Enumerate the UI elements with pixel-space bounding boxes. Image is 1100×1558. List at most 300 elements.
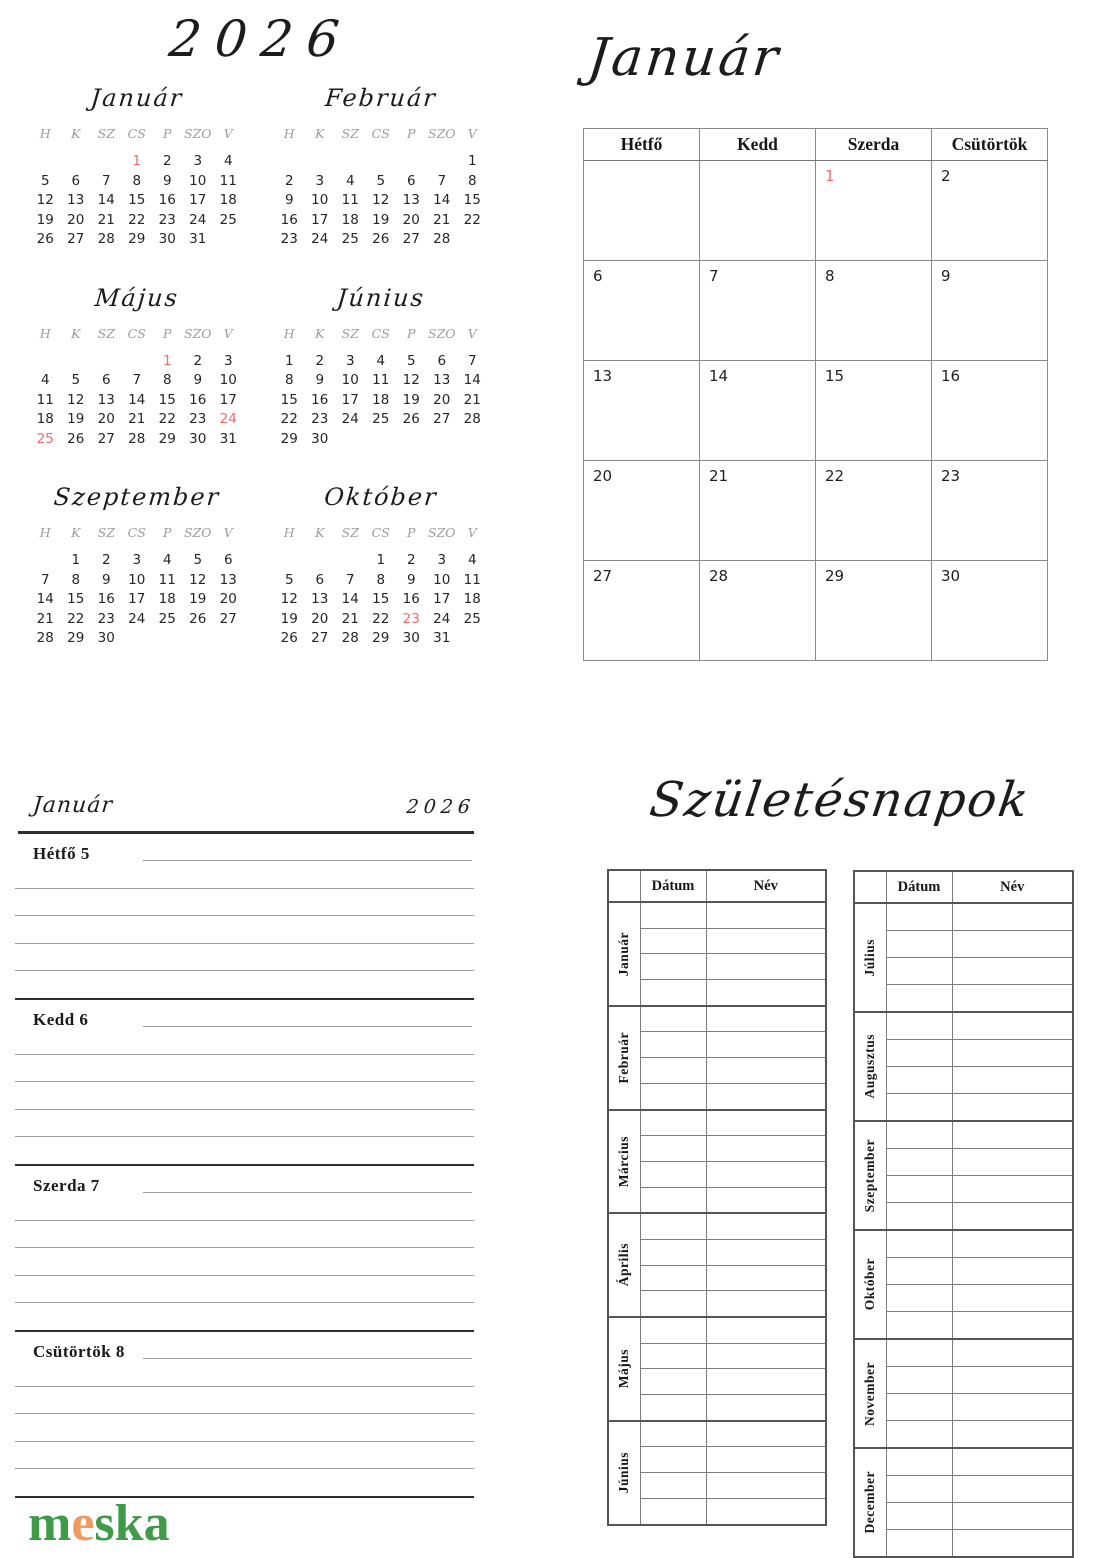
mini-day-cell: 24: [189, 211, 207, 228]
month-day-cell: [584, 161, 700, 261]
mini-day-cell: 4: [40, 372, 50, 388]
mini-day-cell: 16: [280, 211, 298, 228]
mini-day-cell: 12: [280, 591, 298, 607]
month-day-cell: 20: [584, 461, 700, 561]
week-writing-line: [15, 888, 474, 889]
bday-month-cell: [854, 1230, 886, 1339]
bday-name-cell: [952, 958, 1073, 985]
mini-day-cell: 15: [158, 391, 176, 408]
mini-day-cell: 27: [67, 231, 85, 247]
bday-row: [854, 1094, 1073, 1122]
mini-month: [30, 284, 244, 450]
mini-day-cell: 31: [433, 630, 451, 646]
mini-day-cell: 9: [162, 172, 172, 189]
mini-weekday-header: SZO: [184, 525, 212, 540]
mini-day-cell: 19: [402, 391, 420, 408]
bday-date-header: Dátum: [886, 871, 952, 903]
month-table-header: [584, 129, 1048, 161]
mini-day-cell: 22: [280, 411, 298, 427]
mini-day-cell: 16: [97, 591, 115, 607]
month-day-cell: 16: [932, 361, 1048, 461]
mini-day-cell: 21: [433, 211, 451, 228]
mini-empty-cell: [91, 152, 122, 172]
bday-date-cell: [640, 1032, 706, 1058]
mini-weekday-header: V: [467, 325, 477, 341]
mini-day-cell: 21: [97, 211, 115, 228]
mini-empty-cell: [61, 352, 92, 372]
month-day-cell: 30: [932, 561, 1048, 661]
bday-name-header: Név: [706, 870, 826, 902]
mini-day-cell: 14: [128, 391, 146, 408]
bday-name-cell: [706, 1473, 826, 1499]
month-header-row: [584, 129, 1048, 161]
bday-date-cell: [886, 1530, 952, 1558]
mini-month-grid: [30, 523, 244, 649]
bday-name-cell: [706, 1006, 826, 1032]
bday-name-cell: [706, 1213, 826, 1239]
mini-empty-cell: [30, 152, 61, 172]
week-writing-line: [15, 1302, 474, 1303]
mini-weekday-header: CS: [127, 126, 146, 141]
mini-day-cell: 17: [219, 391, 237, 408]
month-day-cell: 1: [816, 161, 932, 261]
mini-day-cell: 26: [36, 231, 54, 247]
bday-date-cell: [640, 1291, 706, 1317]
bday-date-cell: [640, 1058, 706, 1084]
bday-name-cell: [706, 1032, 826, 1058]
bday-month-label: Október: [862, 1258, 878, 1311]
mini-day-cell: 24: [128, 610, 146, 627]
mini-weekday-header: P: [163, 525, 172, 540]
bday-row: [854, 1012, 1073, 1040]
bday-row: [854, 1421, 1073, 1449]
mini-month-grid: [274, 523, 488, 649]
mini-day-cell: 14: [341, 591, 359, 607]
mini-weekday-header: SZ: [341, 325, 359, 341]
mini-day-cell: 27: [219, 610, 237, 627]
week-day-section: [15, 1166, 474, 1332]
bday-name-cell: [706, 1291, 826, 1317]
week-writing-line: [15, 970, 474, 971]
mini-day-cell: 7: [467, 352, 477, 369]
month-day-cell: 9: [932, 261, 1048, 361]
mini-day-cell: 24: [219, 411, 237, 427]
bday-month-header-blank: [608, 870, 640, 902]
mini-day-cell: 4: [223, 153, 233, 169]
mini-empty-cell: [274, 551, 305, 571]
mini-day-cell: 24: [433, 610, 451, 627]
week-day-section: [15, 834, 474, 1000]
month-day-cell: 15: [816, 361, 932, 461]
bday-row: [854, 1367, 1073, 1394]
week-day-section: [15, 1000, 474, 1166]
bday-name-cell: [952, 1203, 1073, 1231]
bday-row: [854, 985, 1073, 1013]
mini-day-cell: 6: [315, 571, 325, 588]
mini-day-cell: 10: [341, 372, 359, 388]
mini-day-cell: 23: [158, 211, 176, 228]
mini-day-cell: 20: [219, 591, 237, 607]
mini-day-cell: 23: [97, 610, 115, 627]
bday-row: [854, 931, 1073, 958]
bday-date-cell: [886, 1421, 952, 1449]
mini-day-cell: 3: [223, 352, 233, 369]
mini-day-cell: 9: [101, 571, 111, 588]
bday-date-cell: [640, 1006, 706, 1032]
bday-row: [608, 1136, 826, 1162]
bday-header-row: [608, 870, 826, 902]
bday-row: [854, 1394, 1073, 1421]
bday-name-cell: [952, 931, 1073, 958]
month-day-cell: 14: [700, 361, 816, 461]
mini-day-cell: 22: [463, 211, 481, 228]
mini-day-cell: 17: [433, 591, 451, 607]
mini-day-cell: 7: [437, 172, 447, 189]
bday-row: [608, 1291, 826, 1317]
bday-date-cell: [640, 1239, 706, 1265]
bday-name-cell: [952, 1176, 1073, 1203]
mini-month-title: Október: [323, 483, 439, 511]
mini-day-cell: 13: [67, 192, 85, 208]
bday-name-cell: [706, 1083, 826, 1109]
mini-day-cell: 27: [311, 630, 329, 646]
mini-weekday-header: K: [71, 525, 81, 540]
bday-row: [854, 958, 1073, 985]
mini-weekday-header: H: [39, 126, 51, 141]
week-day-label: Hétfő 5: [33, 844, 90, 863]
bday-name-cell: [952, 1067, 1073, 1094]
week-writing-line: [15, 1441, 474, 1442]
bday-month-cell: [608, 1213, 640, 1317]
mini-day-cell: 1: [132, 153, 142, 169]
mini-day-cell: 1: [376, 552, 386, 568]
bday-row: [854, 1258, 1073, 1285]
bday-date-cell: [886, 1230, 952, 1258]
mini-weekday-header: K: [315, 126, 325, 141]
mini-day-cell: 25: [36, 430, 54, 447]
mini-day-cell: 20: [67, 211, 85, 228]
bday-name-cell: [952, 1503, 1073, 1530]
mini-day-cell: 23: [189, 411, 207, 427]
mini-day-cell: 18: [463, 591, 481, 607]
month-page-title: Január: [584, 28, 784, 88]
mini-empty-cell: [274, 152, 305, 172]
bday-row: [608, 980, 826, 1006]
bday-date-cell: [640, 1136, 706, 1162]
mini-weekday-header: SZO: [184, 126, 212, 141]
bday-name-cell: [952, 1530, 1073, 1558]
bday-date-cell: [640, 902, 706, 928]
mini-day-cell: 30: [97, 630, 115, 646]
bday-name-cell: [952, 1312, 1073, 1340]
bday-month-label: Szeptember: [862, 1138, 878, 1213]
week-writing-line: [15, 1109, 474, 1110]
bday-date-cell: [640, 1498, 706, 1524]
mini-day-cell: 2: [193, 352, 203, 369]
bday-name-cell: [706, 1343, 826, 1369]
mini-day-cell: 30: [402, 630, 420, 646]
month-week-row: [584, 561, 1048, 661]
bday-row: [608, 928, 826, 954]
mini-day-cell: 22: [158, 411, 176, 427]
mini-day-cell: 14: [433, 192, 451, 208]
bday-row: [854, 1176, 1073, 1203]
bday-date-cell: [886, 1012, 952, 1040]
bday-name-cell: [952, 1339, 1073, 1367]
week-day-sections: [15, 834, 474, 1498]
mini-day-cell: 3: [345, 352, 355, 369]
bday-row: [608, 1083, 826, 1109]
bday-date-cell: [886, 985, 952, 1013]
bday-month-label: Augusztus: [862, 1034, 878, 1099]
bday-row: [854, 1203, 1073, 1231]
mini-day-cell: 30: [189, 430, 207, 447]
mini-day-cell: 28: [128, 430, 146, 447]
mini-day-cell: 14: [36, 591, 54, 607]
mini-empty-cell: [427, 152, 458, 172]
mini-day-cell: 14: [463, 372, 481, 388]
month-column-header: Csütörtök: [932, 129, 1048, 161]
mini-weekday-header: SZ: [341, 525, 359, 540]
bday-date-cell: [886, 1476, 952, 1503]
bday-date-cell: [886, 903, 952, 931]
month-day-cell: 21: [700, 461, 816, 561]
mini-day-cell: 1: [284, 352, 294, 369]
bday-name-cell: [952, 1230, 1073, 1258]
bday-name-cell: [952, 1258, 1073, 1285]
mini-day-cell: 29: [280, 430, 298, 447]
month-day-cell: 23: [932, 461, 1048, 561]
mini-day-cell: 26: [67, 430, 85, 447]
week-writing-line: [15, 1386, 474, 1387]
mini-day-cell: 30: [158, 231, 176, 247]
mini-weekday-header: CS: [127, 325, 146, 341]
bday-month-label: Március: [616, 1135, 632, 1187]
mini-day-cell: 11: [463, 571, 481, 588]
mini-day-cell: 25: [372, 411, 390, 427]
mini-day-cell: 25: [219, 211, 237, 228]
bday-name-cell: [952, 1094, 1073, 1122]
bday-date-cell: [640, 928, 706, 954]
bday-month-cell: [854, 1448, 886, 1557]
month-calendar-table: [583, 128, 1048, 661]
mini-month-grid: [274, 124, 488, 250]
mini-weekday-header: CS: [371, 525, 390, 540]
mini-weekday-header: P: [163, 325, 172, 341]
mini-weekday-header: H: [283, 325, 295, 341]
bday-row: [854, 1503, 1073, 1530]
mini-day-cell: 10: [128, 571, 146, 588]
bday-row: [608, 1239, 826, 1265]
bday-name-header: Név: [952, 871, 1073, 903]
mini-day-cell: 23: [280, 231, 298, 247]
mini-day-cell: 21: [463, 391, 481, 408]
bday-name-cell: [952, 1476, 1073, 1503]
bday-month-label: December: [862, 1471, 878, 1534]
mini-day-cell: 21: [36, 610, 54, 627]
mini-day-cell: 11: [219, 172, 237, 189]
mini-day-cell: 4: [162, 552, 172, 568]
bday-date-cell: [640, 1110, 706, 1136]
month-table-body: [584, 161, 1048, 661]
bday-date-cell: [886, 958, 952, 985]
bday-date-cell: [640, 1395, 706, 1421]
bday-name-cell: [706, 980, 826, 1006]
mini-day-cell: 25: [463, 610, 481, 627]
mini-day-cell: 6: [223, 552, 233, 568]
mini-month-title: Május: [93, 283, 181, 312]
mini-day-cell: 5: [376, 172, 386, 189]
mini-weekday-header: SZ: [97, 525, 115, 540]
bday-name-cell: [706, 1369, 826, 1395]
mini-day-cell: 13: [433, 372, 451, 388]
bday-row: [608, 1498, 826, 1524]
mini-day-cell: 31: [189, 231, 207, 247]
bday-name-cell: [952, 1012, 1073, 1040]
mini-day-cell: 6: [101, 372, 111, 388]
month-week-row: [584, 361, 1048, 461]
bday-date-cell: [886, 1258, 952, 1285]
week-day-label: Szerda 7: [33, 1176, 100, 1195]
bday-month-cell: [608, 1006, 640, 1110]
mini-day-cell: 16: [311, 391, 329, 408]
mini-day-cell: 18: [372, 391, 390, 408]
bday-name-cell: [952, 1421, 1073, 1449]
mini-day-cell: 15: [128, 192, 146, 208]
mini-day-cell: 1: [162, 352, 172, 369]
bday-name-cell: [706, 1395, 826, 1421]
mini-day-cell: 18: [341, 211, 359, 228]
mini-day-cell: 24: [341, 411, 359, 427]
mini-day-cell: 23: [402, 610, 420, 627]
week-writing-line: [15, 1220, 474, 1221]
mini-day-cell: 15: [67, 591, 85, 607]
mini-month-grid: [30, 324, 244, 450]
mini-day-cell: 6: [406, 172, 416, 189]
mini-day-cell: 1: [71, 552, 81, 568]
mini-day-cell: 29: [158, 430, 176, 447]
bday-date-cell: [886, 1121, 952, 1149]
mini-day-cell: 8: [132, 172, 142, 189]
mini-day-cell: 3: [132, 552, 142, 568]
mini-day-cell: 16: [402, 591, 420, 607]
mini-day-cell: 2: [101, 552, 111, 568]
bday-name-cell: [706, 1447, 826, 1473]
bday-name-cell: [706, 1161, 826, 1187]
mini-day-cell: 29: [67, 630, 85, 646]
birthdays-table-first-half: [607, 869, 827, 1526]
bday-date-cell: [640, 1447, 706, 1473]
meska-logo[interactable]: [28, 1495, 170, 1552]
mini-day-cell: 20: [97, 411, 115, 427]
mini-day-cell: 12: [36, 192, 54, 208]
month-week-row: [584, 161, 1048, 261]
bday-name-cell: [706, 902, 826, 928]
mini-day-cell: 11: [36, 391, 54, 408]
bday-name-cell: [706, 1187, 826, 1213]
week-writing-line: [15, 1054, 474, 1055]
mini-day-cell: 26: [189, 610, 207, 627]
mini-day-cell: 22: [67, 610, 85, 627]
mini-day-cell: 12: [372, 192, 390, 208]
mini-day-cell: 8: [71, 571, 81, 588]
mini-empty-cell: [335, 152, 366, 172]
bday-name-cell: [706, 1239, 826, 1265]
mini-month: [274, 483, 488, 649]
mini-weekday-header: CS: [371, 126, 390, 141]
mini-day-cell: 14: [97, 192, 115, 208]
bday-name-cell: [952, 1040, 1073, 1067]
bday-row: [608, 1421, 826, 1447]
bday-row: [854, 1476, 1073, 1503]
mini-day-cell: 17: [311, 211, 329, 228]
mini-weekday-header: V: [467, 525, 477, 540]
mini-day-cell: 5: [406, 352, 416, 369]
mini-weekday-header: K: [71, 126, 81, 141]
mini-empty-cell: [30, 352, 61, 372]
mini-day-cell: 13: [402, 192, 420, 208]
mini-day-cell: 31: [219, 430, 237, 447]
mini-day-cell: 27: [97, 430, 115, 447]
mini-month-title: Szeptember: [52, 483, 222, 511]
meska-logo-letter: ska: [94, 1495, 170, 1552]
bday-date-cell: [886, 1067, 952, 1094]
mini-weekday-header: P: [407, 525, 416, 540]
bday-row: [854, 1530, 1073, 1558]
bday-row: [608, 1265, 826, 1291]
mini-month-title: Január: [89, 84, 185, 112]
bday-name-cell: [952, 1121, 1073, 1149]
bday-date-header: Dátum: [640, 870, 706, 902]
mini-day-cell: 28: [97, 231, 115, 247]
mini-day-cell: 28: [433, 231, 451, 247]
month-day-cell: 13: [584, 361, 700, 461]
mini-empty-cell: [335, 551, 366, 571]
week-writing-line: [15, 1275, 474, 1276]
bday-date-cell: [886, 1367, 952, 1394]
week-writing-line: [15, 943, 474, 944]
mini-weekday-header: V: [467, 126, 477, 141]
bday-date-cell: [640, 1343, 706, 1369]
mini-day-cell: 2: [315, 352, 325, 369]
week-page-month: Január: [31, 793, 114, 818]
bday-month-cell: [608, 902, 640, 1006]
bday-name-cell: [952, 1149, 1073, 1176]
mini-day-cell: 4: [376, 352, 386, 369]
mini-month-title: Február: [323, 84, 439, 112]
bday-name-cell: [952, 1367, 1073, 1394]
bday-month-cell: [854, 1121, 886, 1230]
mini-empty-cell: [305, 551, 336, 571]
month-day-cell: 27: [584, 561, 700, 661]
bday-name-cell: [706, 1421, 826, 1447]
mini-day-cell: 9: [284, 192, 294, 208]
mini-day-cell: 13: [97, 391, 115, 408]
mini-day-cell: 11: [158, 571, 176, 588]
mini-day-cell: 18: [219, 192, 237, 208]
month-day-cell: 6: [584, 261, 700, 361]
mini-day-cell: 25: [341, 231, 359, 247]
mini-day-cell: 5: [193, 552, 203, 568]
bday-row: [608, 1447, 826, 1473]
mini-weekday-header: CS: [127, 525, 146, 540]
bday-name-cell: [952, 903, 1073, 931]
bday-row: [854, 1040, 1073, 1067]
mini-empty-cell: [305, 152, 336, 172]
mini-day-cell: 13: [219, 571, 237, 588]
year-months-grid: [30, 84, 492, 649]
mini-weekday-header: K: [315, 325, 325, 341]
